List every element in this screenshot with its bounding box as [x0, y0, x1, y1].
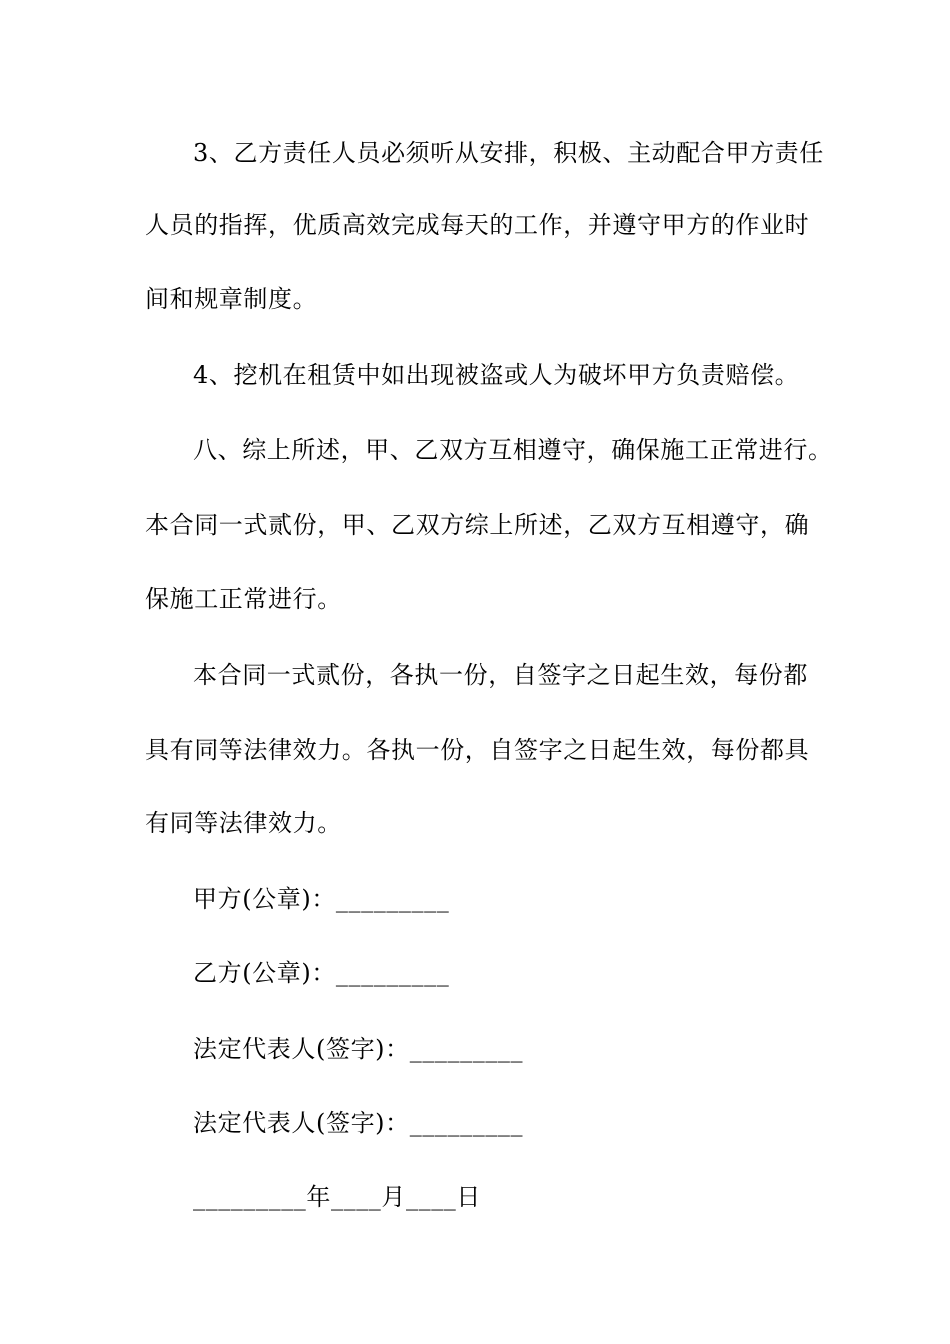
copies-paragraph-line-1: 本合同一式贰份，各执一份，自签字之日起生效，每份都: [193, 661, 808, 689]
date-field: _________年____月____日: [193, 1183, 481, 1211]
clause-3-line-2: 人员的指挥，优质高效完成每天的工作，并遵守甲方的作业时: [145, 211, 810, 239]
party-b-seal-field: 乙方(公章)：_________: [193, 959, 450, 987]
section-8-line-1: 八、综上所述，甲、乙双方互相遵守，确保施工正常进行。: [193, 436, 833, 464]
legal-rep-signature-field-1: 法定代表人(签字)：_________: [193, 1035, 524, 1063]
section-8-line-3: 保施工正常进行。: [145, 585, 342, 613]
clause-3-line-3: 间和规章制度。: [145, 285, 318, 313]
copies-paragraph-line-2: 具有同等法律效力。各执一份，自签字之日起生效，每份都具: [145, 736, 810, 764]
party-a-seal-field: 甲方(公章)：_________: [193, 885, 450, 913]
section-8-line-2: 本合同一式贰份，甲、乙双方综上所述，乙双方互相遵守，确: [145, 511, 810, 539]
clause-4-line: 4、挖机在租赁中如出现被盗或人为破坏甲方负责赔偿。: [193, 361, 800, 389]
clause-3-line-1: 3、乙方责任人员必须听从安排，积极、主动配合甲方责任: [193, 139, 824, 167]
legal-rep-signature-field-2: 法定代表人(签字)：_________: [193, 1109, 524, 1137]
copies-paragraph-line-3: 有同等法律效力。: [145, 809, 342, 837]
